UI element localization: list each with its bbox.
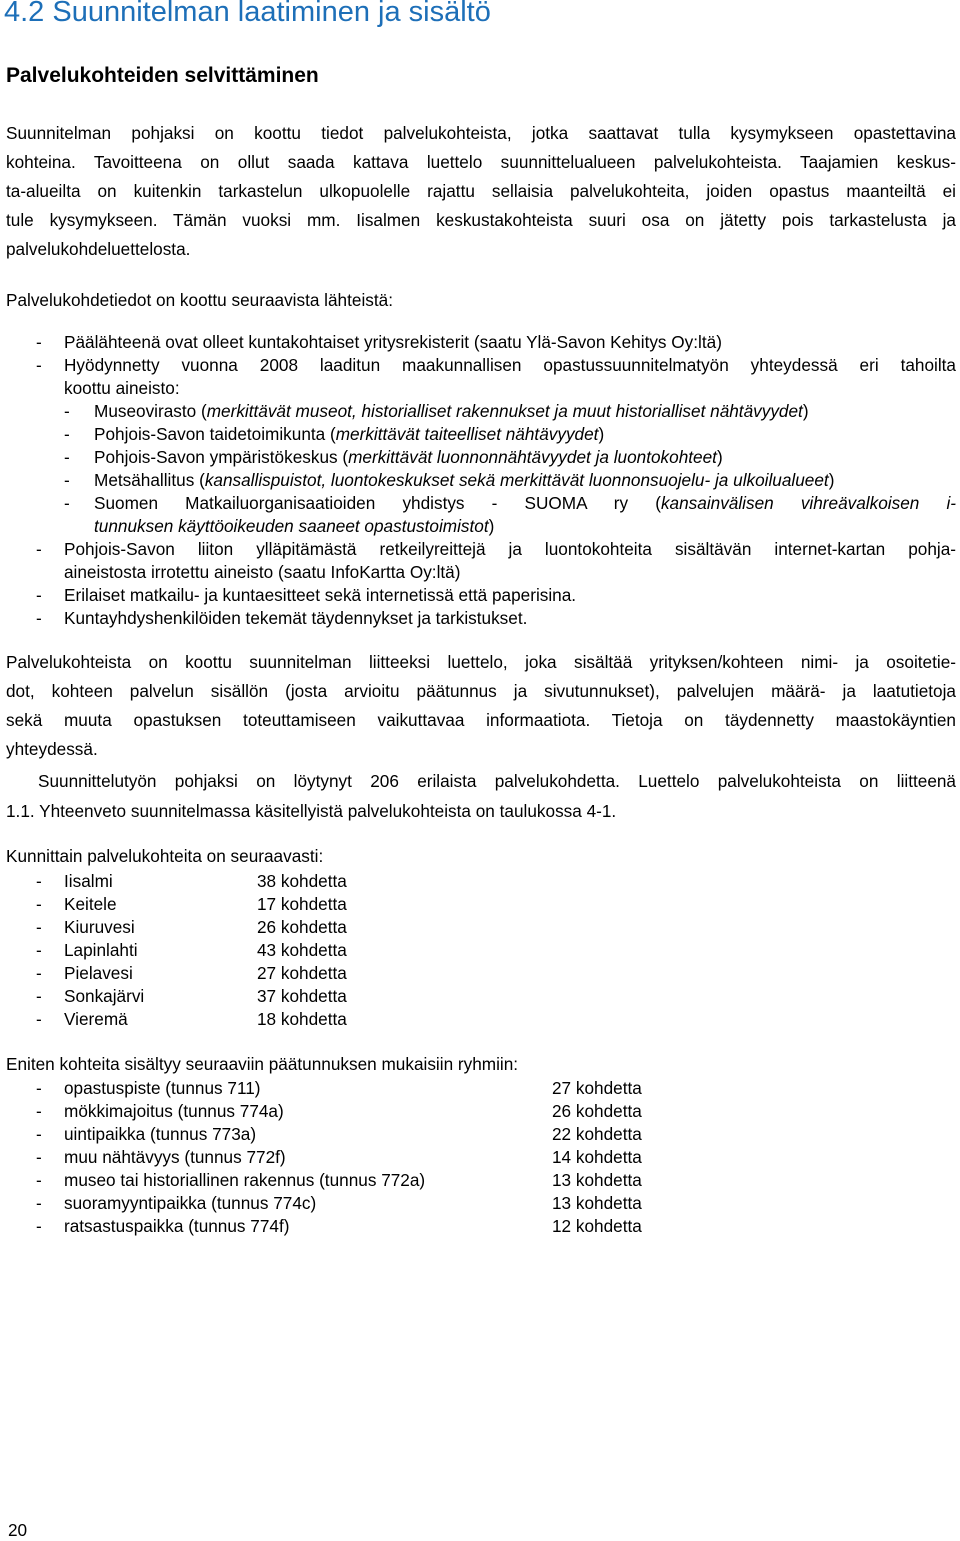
group-name: ratsastuspaikka (tunnus 774f) [64, 1216, 290, 1236]
sub-source-item: Suomen Matkailuorganisaatioiden yhdistys - SUOMA ry (kansainvälisen vihreävalkoisen i- [94, 493, 956, 513]
group-name: opastuspiste (tunnus 711) [64, 1078, 261, 1098]
source-item-continued: koottu aineisto: [64, 378, 180, 398]
group-row: - [36, 1216, 42, 1236]
group-name: museo tai historiallinen rakennus (tunnus 772a) [64, 1170, 426, 1190]
list-dash: - [36, 608, 42, 628]
municipality-name: Keitele [64, 894, 117, 914]
municipality-name: Iisalmi [64, 871, 113, 891]
intro-paragraph [6, 119, 956, 264]
page-number: 20 [8, 1520, 28, 1540]
municipality-count: 27 kohdetta [257, 963, 347, 983]
municipality-name: Pielavesi [64, 963, 133, 983]
group-row: - [36, 1078, 42, 1098]
paragraph-line: tule kysymykseen. Tämän vuoksi mm. Iisalmen keskustakohteista suuri osa on jätetty pois tarkastelusta ja [6, 210, 956, 230]
group-row: - [36, 1124, 42, 1144]
paragraph-line: yhteydessä. [6, 739, 98, 759]
group-count: 26 kohdetta [552, 1101, 642, 1121]
source-item: Erilaiset matkailu- ja kuntaesitteet sekä internetissä että paperisina. [64, 585, 577, 605]
sub-source-item-continued: tunnuksen käyttöoikeuden saaneet opastustoimistot) [94, 516, 495, 536]
summary-line: Suunnittelutyön pohjaksi on löytynyt 206 erilaista palvelukohdetta. Luettelo palvelukohteista on liitteenä [38, 771, 956, 791]
group-name: mökkimajoitus (tunnus 774a) [64, 1101, 284, 1121]
list-dash: - [64, 424, 70, 444]
municipality-count: 43 kohdetta [257, 940, 347, 960]
list-dash: - [36, 539, 42, 559]
group-row: - [36, 1101, 42, 1121]
list-dash: - [36, 585, 42, 605]
section-heading: 4.2 Suunnitelman laatiminen ja sisältö [4, 0, 491, 28]
municipality-name: Lapinlahti [64, 940, 138, 960]
subsection-heading: Palvelukohteiden selvittäminen [6, 64, 319, 87]
list-dash: - [36, 332, 42, 352]
group-row: - [36, 1170, 42, 1190]
group-name: suoramyyntipaikka (tunnus 774c) [64, 1193, 317, 1213]
municipality-name: Kiuruvesi [64, 917, 135, 937]
sub-source-item: Museovirasto (merkittävät museot, historialliset rakennukset ja muut historialliset nähtävyydet) [94, 401, 809, 421]
sub-source-item: Pohjois-Savon ympäristökeskus (merkittävät luonnonnähtävyydet ja luontokohteet) [94, 447, 723, 467]
sources-intro: Palvelukohdetiedot on koottu seuraavista lähteistä: [6, 290, 393, 310]
paragraph-line: Suunnitelman pohjaksi on koottu tiedot palvelukohteista, jotka saattavat tulla kysymykseen opastettavina [6, 123, 956, 143]
group-name: muu nähtävyys (tunnus 772f) [64, 1147, 286, 1167]
group-count: 13 kohdetta [552, 1170, 642, 1190]
list-dash: - [64, 401, 70, 421]
municipality-count: 17 kohdetta [257, 894, 347, 914]
municipality-count: 37 kohdetta [257, 986, 347, 1006]
municipality-row: - [36, 894, 42, 914]
municipalities-intro: Kunnittain palvelukohteita on seuraavasti: [6, 846, 324, 866]
group-count: 12 kohdetta [552, 1216, 642, 1236]
list-dash: - [64, 470, 70, 490]
municipality-row: - [36, 963, 42, 983]
municipality-count: 18 kohdetta [257, 1009, 347, 1029]
municipality-row: - [36, 940, 42, 960]
list-dash: - [64, 447, 70, 467]
sub-source-item: Metsähallitus (kansallispuistot, luontokeskukset sekä merkittävät luonnonsuojelu- ja ulkoilualueet) [94, 470, 835, 490]
paragraph-line: Palvelukohteista on koottu suunnitelman liitteeksi luettelo, joka sisältää yrityksen/kohteen nimi- ja osoitetie- [6, 652, 956, 672]
municipality-name: Vieremä [64, 1009, 128, 1029]
paragraph-line: ta-alueilta on kuitenkin tarkastelun ulkopuolelle rajattu sellaisia palvelukohteita, joiden opastus maanteiltä ei [6, 181, 956, 201]
paragraph-line: kohteina. Tavoitteena on ollut saada kattava luettelo suunnittelualueen palvelukohteista. Taajamien keskus- [6, 152, 956, 172]
groups-intro: Eniten kohteita sisältyy seuraaviin päätunnuksen mukaisiin ryhmiin: [6, 1054, 519, 1074]
paragraph-line: palvelukohdeluettelosta. [6, 239, 191, 259]
source-item-continued: aineistosta irrotettu aineisto (saatu InfoKartta Oy:ltä) [64, 562, 461, 582]
source-item: Hyödynnetty vuonna 2008 laaditun maakunnallisen opastussuunnitelmatyön yhteydessä eri tahoilta [64, 355, 956, 375]
summary-line: 1.1. Yhteenveto suunnitelmassa käsitellyistä palvelukohteista on taulukossa 4-1. [6, 801, 617, 821]
municipality-count: 26 kohdetta [257, 917, 347, 937]
paragraph-line: sekä muuta opastuksen toteuttamiseen vaikuttavaa informaatiota. Tietoja on täydennetty maastokäyntien [6, 710, 956, 730]
municipality-row: - [36, 986, 42, 1006]
municipality-name: Sonkajärvi [64, 986, 145, 1006]
source-item: Kuntayhdyshenkilöiden tekemät täydennykset ja tarkistukset. [64, 608, 528, 628]
list-dash: - [64, 493, 70, 513]
group-row: - [36, 1147, 42, 1167]
group-count: 13 kohdetta [552, 1193, 642, 1213]
list-dash: - [36, 355, 42, 375]
sub-source-item: Pohjois-Savon taidetoimikunta (merkittävät taiteelliset nähtävyydet) [94, 424, 605, 444]
group-row: - [36, 1193, 42, 1213]
municipality-count: 38 kohdetta [257, 871, 347, 891]
municipality-row: - [36, 917, 42, 937]
group-count: 14 kohdetta [552, 1147, 642, 1167]
group-name: uintipaikka (tunnus 773a) [64, 1124, 257, 1144]
municipality-row: - [36, 1009, 42, 1029]
source-item: Päälähteenä ovat olleet kuntakohtaiset yritysrekisterit (saatu Ylä-Savon Kehitys Oy:ltä) [64, 332, 722, 352]
paragraph-line: dot, kohteen palvelun sisällön (josta arvioitu päätunnus ja sivutunnukset), palvelujen määrä- ja laatutietoja [6, 681, 956, 701]
group-count: 22 kohdetta [552, 1124, 642, 1144]
source-item: Pohjois-Savon liiton ylläpitämästä retkeilyreittejä ja luontokohteita sisältävän internet-kartan pohja- [64, 539, 956, 559]
municipality-row: - [36, 871, 42, 891]
group-count: 27 kohdetta [552, 1078, 642, 1098]
catalog-paragraph [6, 648, 956, 764]
